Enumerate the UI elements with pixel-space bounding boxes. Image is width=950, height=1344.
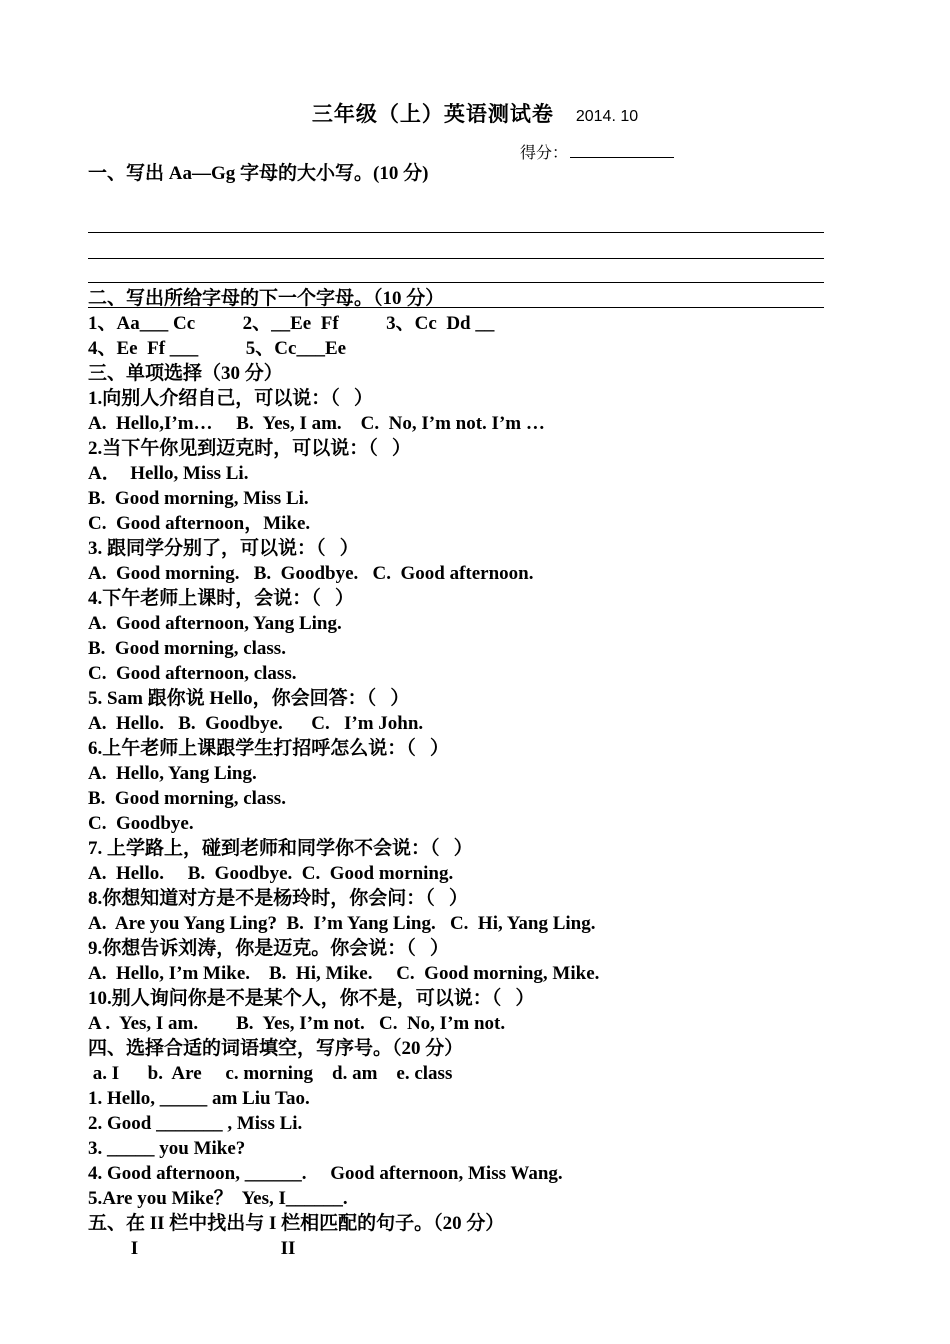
answer-options: A. Are you Yang Ling? B. I’m Yang Ling. C. Hi, Yang Ling. <box>88 913 596 934</box>
answer-option: C. Good afternoon, class. <box>88 663 297 684</box>
exam-content <box>88 161 848 1261</box>
writing-line <box>88 258 824 259</box>
answer-options: A. Hello, I’m Mike. B. Hi, Mike. C. Good morning, Mike. <box>88 963 600 984</box>
answer-option: B. Good morning, class. <box>88 638 286 659</box>
question-text: 2.当下午你见到迈克时，可以说：（ ） <box>88 438 412 459</box>
writing-line <box>88 282 824 283</box>
title-row <box>0 98 950 128</box>
column-headers: I II <box>88 1238 296 1259</box>
score-blank <box>570 141 674 158</box>
question-text: 1.向别人介绍自己，可以说：（ ） <box>88 388 374 409</box>
letter-row: 4、Ee Ff ___ 5、Cc___Ee <box>88 338 347 359</box>
answer-option: A. Good afternoon, Yang Ling. <box>88 613 342 634</box>
fill-blank-item: 5.Are you Mike？ Yes, I______. <box>88 1188 348 1209</box>
answer-option: B. Good morning, Miss Li. <box>88 488 309 509</box>
section-1-heading: 一、写出 Aa—Gg 字母的大小写。(10 分) <box>88 163 429 184</box>
answer-options: A. Good morning. B. Goodbye. C. Good afternoon. <box>88 563 534 584</box>
fill-blank-item: 1. Hello, _____ am Liu Tao. <box>88 1088 310 1109</box>
answer-options: A . Yes, I am. B. Yes, I’m not. C. No, I’m not. <box>88 1013 506 1034</box>
question-text: 6.上午老师上课跟学生打招呼怎么说：（ ） <box>88 738 450 759</box>
exam-title: 三年级（上）英语测试卷 <box>311 102 554 126</box>
score-field <box>520 140 674 163</box>
question-text: 5. Sam 跟你说 Hello，你会回答：（ ） <box>88 688 410 709</box>
fill-blank-item: 2. Good _______ , Miss Li. <box>88 1113 303 1134</box>
question-text: 10.别人询问你是不是某个人，你不是，可以说：（ ） <box>88 988 535 1009</box>
score-label: 得分： <box>520 143 569 162</box>
section-3-heading: 三、单项选择（30 分） <box>88 363 283 384</box>
question-text: 7. 上学路上，碰到老师和同学你不会说：（ ） <box>88 838 473 859</box>
section-4-heading: 四、选择合适的词语填空，写序号。（20 分） <box>88 1038 464 1059</box>
answer-options: A. Hello. B. Goodbye. C. Good morning. <box>88 863 454 884</box>
section-5-heading: 五、在 II 栏中找出与 I 栏相匹配的句子。（20 分） <box>88 1213 505 1234</box>
fill-blank-item: 4. Good afternoon, ______. Good afternoon, Miss Wang. <box>88 1163 563 1184</box>
answer-options: A. Hello. B. Goodbye. C. I’m John. <box>88 713 424 734</box>
answer-option: A． Hello, Miss Li. <box>88 463 249 484</box>
writing-line <box>88 307 824 308</box>
question-text: 9.你想告诉刘涛，你是迈克。你会说：（ ） <box>88 938 450 959</box>
answer-options: A. Hello,I’m… B. Yes, I am. C. No, I’m not. I’m … <box>88 413 545 434</box>
question-text: 4.下午老师上课时，会说：（ ） <box>88 588 355 609</box>
question-text: 8.你想知道对方是不是杨玲时，你会问：（ ） <box>88 888 469 909</box>
answer-option: B. Good morning, class. <box>88 788 286 809</box>
writing-lines <box>88 186 848 286</box>
answer-option: A. Hello, Yang Ling. <box>88 763 257 784</box>
section-2-heading: 二、写出所给字母的下一个字母。（10 分） <box>88 288 445 309</box>
word-bank: a. I b. Are c. morning d. am e. class <box>88 1063 453 1084</box>
writing-line <box>88 232 824 233</box>
fill-blank-item: 3. _____ you Mike? <box>88 1138 246 1159</box>
answer-option: C. Good afternoon，Mike. <box>88 513 311 534</box>
exam-date: 2014. 10 <box>575 108 639 125</box>
letter-row: 1、Aa___ Cc 2、__Ee Ff 3、Cc Dd __ <box>88 313 495 334</box>
question-text: 3. 跟同学分别了，可以说：（ ） <box>88 538 359 559</box>
answer-option: C. Goodbye. <box>88 813 194 834</box>
